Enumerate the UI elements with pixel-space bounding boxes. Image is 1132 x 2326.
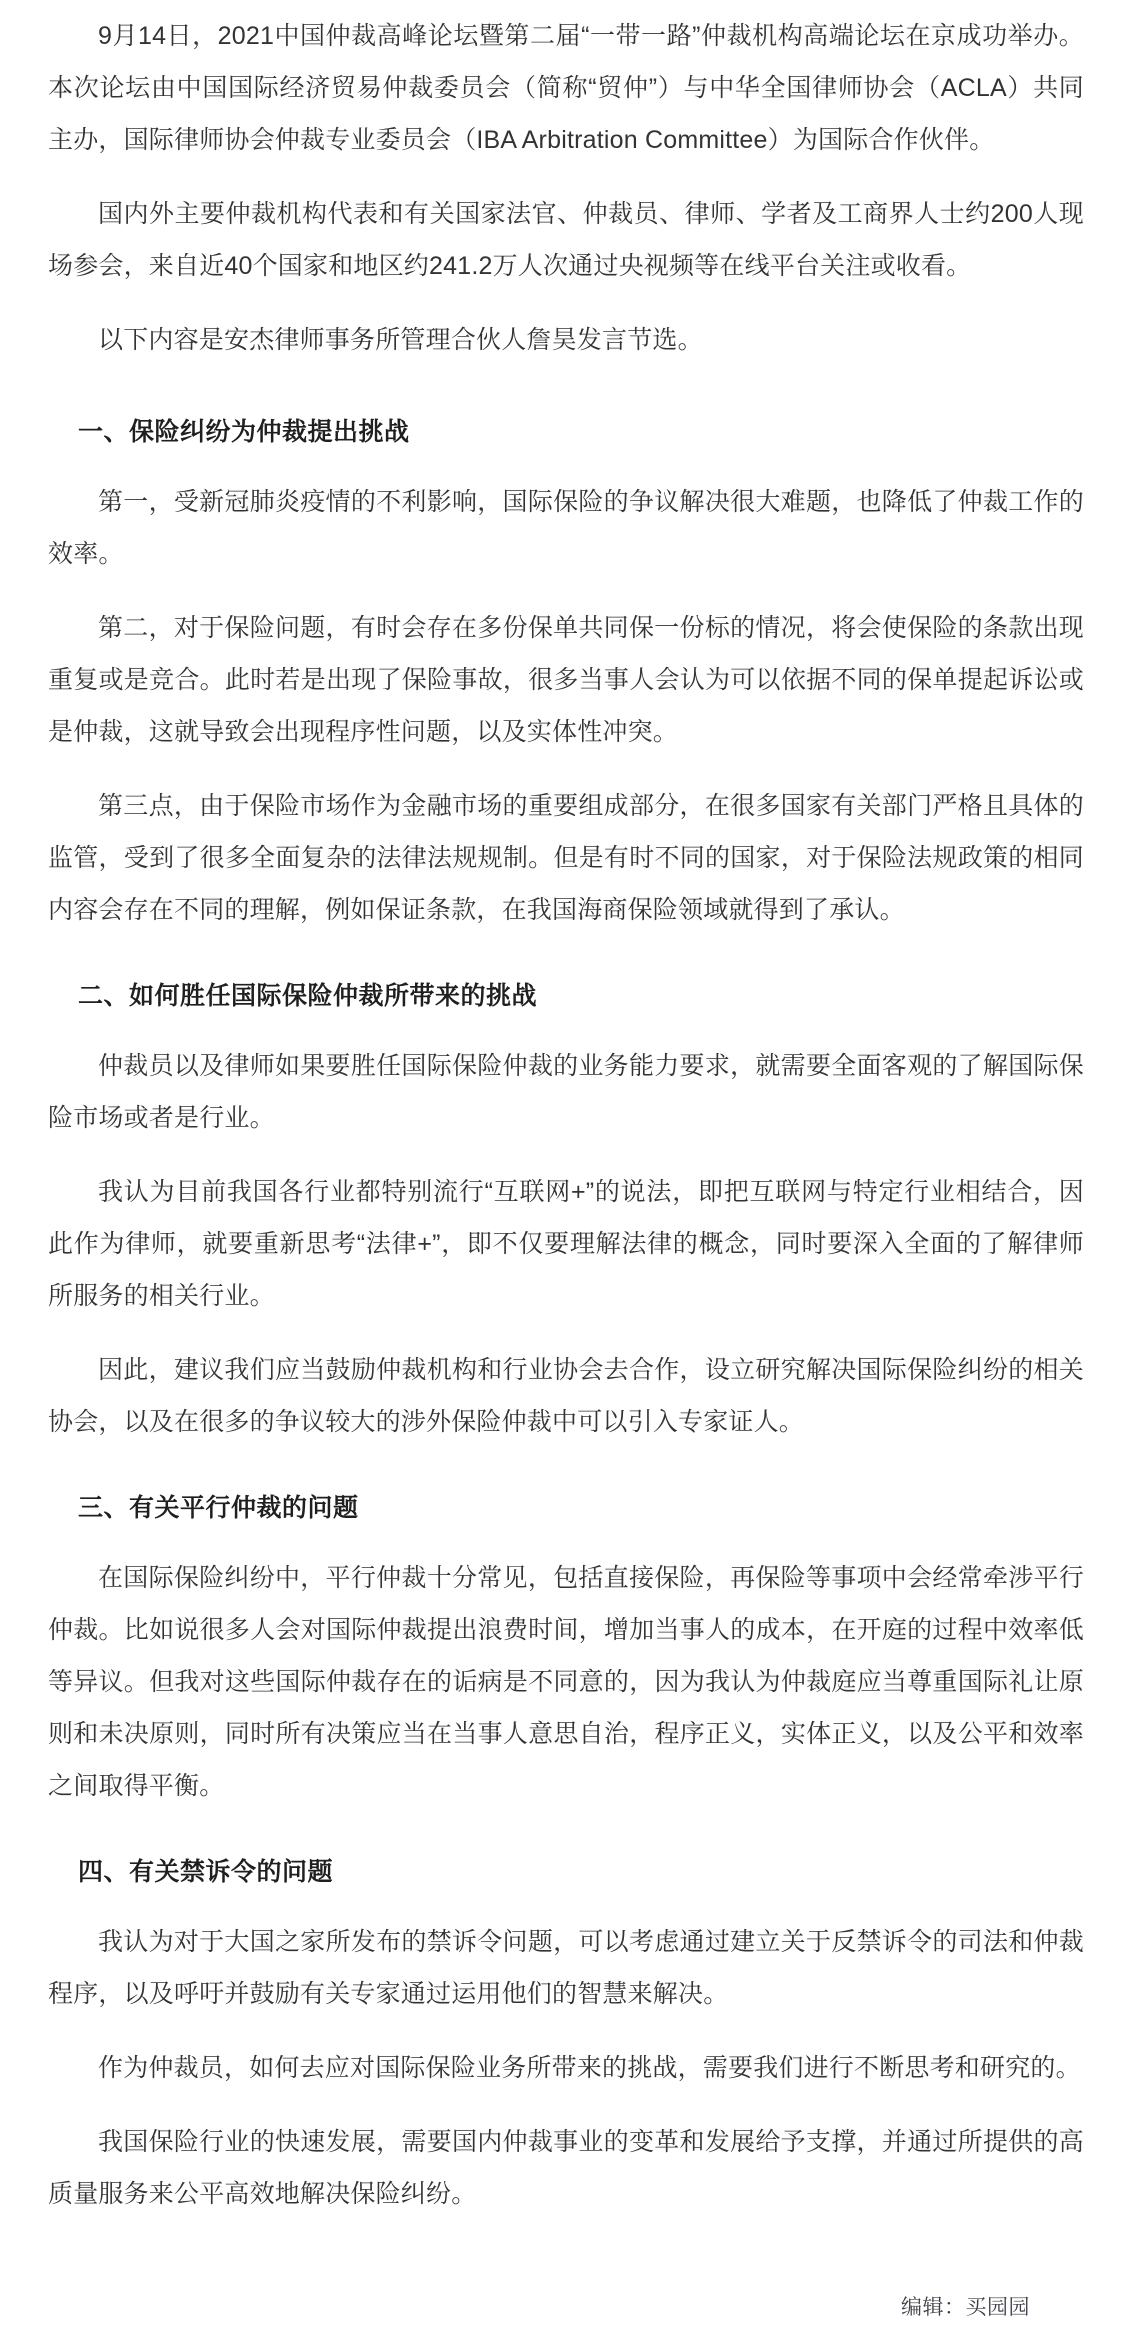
- paragraph-spacer: [48, 1326, 1084, 1344]
- section-3-paragraph-1: 在国际保险纠纷中，平行仲裁十分常见，包括直接保险，再保险等事项中会经常牵涉平行仲裁。比如说很多人会对国际仲裁提出浪费时间，增加当事人的成本，在开庭的过程中效率低等异议。但我对这些国际仲裁存在的诟病是不同意的，因为我认为仲裁庭应当尊重国际礼让原则和未决原则，同时所有决策应当在当事人意思自治，程序正义，实体正义，以及公平和效率之间取得平衡。: [48, 1564, 1084, 1800]
- intro-paragraph-2: 国内外主要仲裁机构代表和有关国家法官、仲裁员、律师、学者及工商界人士约200人现场参会，来自近40个国家和地区约241.2万人次通过央视频等在线平台关注或收看。: [48, 200, 1084, 280]
- intro-paragraph-1: 9月14日，2021中国仲裁高峰论坛暨第二届“一带一路”仲裁机构高端论坛在京成功举办。本次论坛由中国国际经济贸易仲裁委员会（简称“贸仲”）与中华全国律师协会（ACLA）共同主办，国际律师协会仲裁专业委员会（IBA Arbitration Committee）为国际合作伙伴。: [48, 22, 1084, 154]
- paragraph-spacer: [48, 584, 1084, 602]
- section-heading-1: 一、保险纠纷为仲裁提出挑战: [78, 418, 410, 446]
- article-body: [48, 10, 1084, 2326]
- section-heading-3: 三、有关平行仲裁的问题: [78, 1494, 359, 1522]
- section-1-paragraph-3: 第三点，由于保险市场作为金融市场的重要组成部分，在很多国家有关部门严格且具体的监管，受到了很多全面复杂的法律法规规制。但是有时不同的国家，对于保险法规政策的相同内容会存在不同的理解，例如保证条款，在我国海商保险领域就得到了承认。: [48, 792, 1084, 924]
- section-4-paragraph-1: 我认为对于大国之家所发布的禁诉令问题，可以考虑通过建立关于反禁诉令的司法和仲裁程序，以及呼吁并鼓励有关专家通过运用他们的智慧来解决。: [48, 1928, 1084, 2008]
- paragraph-spacer: [48, 2098, 1084, 2116]
- paragraph-spacer: [48, 1148, 1084, 1166]
- section-heading-4: 四、有关禁诉令的问题: [78, 1858, 334, 1886]
- section-1-paragraph-1: 第一，受新冠肺炎疫情的不利影响，国际保险的争议解决很大难题，也降低了仲裁工作的效率。: [48, 488, 1084, 568]
- editor-credit: 编辑：买园园: [901, 2296, 1030, 2319]
- paragraph-spacer: [48, 2024, 1084, 2042]
- section-4-paragraph-3: 我国保险行业的快速发展，需要国内仲裁事业的变革和发展给予支撑，并通过所提供的高质量服务来公平高效地解决保险纠纷。: [48, 2128, 1084, 2208]
- paragraph-spacer: [48, 296, 1084, 314]
- paragraph-spacer: [48, 170, 1084, 188]
- section-2-paragraph-3: 因此，建议我们应当鼓励仲裁机构和行业协会去合作，设立研究解决国际保险纠纷的相关协会，以及在很多的争议较大的涉外保险仲裁中可以引入专家证人。: [48, 1356, 1084, 1436]
- intro-paragraph-3: 以下内容是安杰律师事务所管理合伙人詹昊发言节选。: [98, 326, 703, 354]
- section-2-paragraph-1: 仲裁员以及律师如果要胜任国际保险仲裁的业务能力要求，就需要全面客观的了解国际保险市场或者是行业。: [48, 1052, 1084, 1132]
- section-4-paragraph-2: 作为仲裁员，如何去应对国际保险业务所带来的挑战，需要我们进行不断思考和研究的。: [98, 2054, 1081, 2082]
- section-heading-2: 二、如何胜任国际保险仲裁所带来的挑战: [78, 982, 538, 1010]
- paragraph-spacer: [48, 762, 1084, 780]
- section-1-paragraph-2: 第二，对于保险问题，有时会存在多份保单共同保一份标的情况，将会使保险的条款出现重复或是竞合。此时若是出现了保险事故，很多当事人会认为可以依据不同的保单提起诉讼或是仲裁，这就导致会出现程序性问题，以及实体性冲突。: [48, 614, 1084, 746]
- section-2-paragraph-2: 我认为目前我国各行业都特别流行“互联网+”的说法，即把互联网与特定行业相结合，因此作为律师，就要重新思考“法律+”，即不仅要理解法律的概念，同时要深入全面的了解律师所服务的相关行业。: [48, 1178, 1084, 1310]
